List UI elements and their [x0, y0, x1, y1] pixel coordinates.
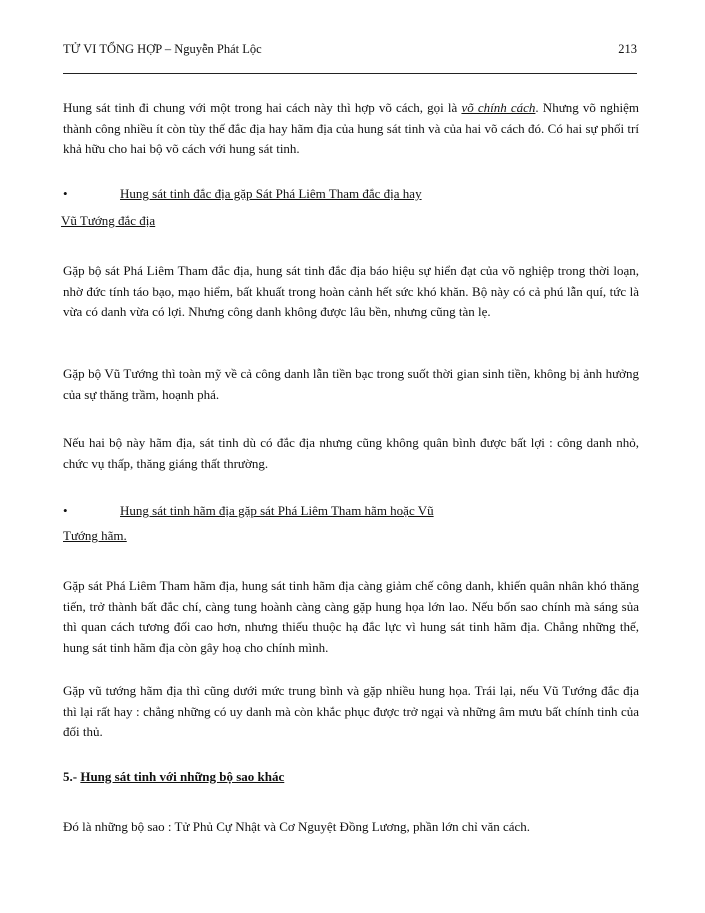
- bullet-heading-continued: Tướng hãm.: [63, 528, 127, 543]
- header-rule: [63, 73, 637, 74]
- page-header: [63, 42, 637, 57]
- paragraph: Gặp vũ tướng hãm địa thì cũng dưới mức trung bình và gặp nhiều hung họa. Trái lại, nếu Vũ Tướng đắc địa thì lại rất hay : chẳng những có uy danh mà còn khắc phục được trở ngại và những âm mưu bất chính tinh của đối thủ.: [63, 683, 639, 739]
- bullet-heading: Hung sát tinh hãm địa gặp sát Phá Liêm Tham hãm hoặc Vũ: [120, 503, 434, 518]
- bullet-marker: •: [63, 186, 68, 201]
- bullet-marker: •: [63, 503, 68, 518]
- intro-paragraph: Hung sát tinh đi chung với một trong hai cách này thì hợp võ cách, gọi là võ chính cách. Nhưng võ nghiệm thành công nhiều ít còn tùy thế đắc địa hay hãm địa của hung sát tinh và của hai võ cách đó. Có hai sự phối trí khả hữu cho hai bộ võ cách với hung sát tinh.: [63, 100, 639, 156]
- emphasized-term: võ chính cách: [461, 100, 536, 115]
- section-heading: 5.- Hung sát tinh với những bộ sao khác: [63, 769, 285, 784]
- header-title: TỬ VI TỔNG HỢP – Nguyễn Phát Lộc: [63, 42, 262, 56]
- paragraph: Đó là những bộ sao : Tử Phủ Cự Nhật và Cơ Nguyệt Đồng Lương, phần lớn chỉ văn cách.: [63, 819, 531, 834]
- page-number: 213: [618, 42, 637, 56]
- bullet-heading-continued: Vũ Tướng đắc địa: [61, 213, 156, 228]
- paragraph: Gặp sát Phá Liêm Tham hãm địa, hung sát tinh hãm địa càng giảm chế công danh, khiến quân nhân khó thăng tiến, trở thành bất đắc chí, càng tung hoành càng càng gặp hung họa lớn lao. Nếu bốn sao chính mà sáng sủa thì quan cách tương đối cao hơn, nhưng thiếu thuộc hạ đắc lực vì hung sát tinh hãm địa. Chẳng những thế, hung sát tinh hãm địa còn gây hoạ cho chính mình.: [63, 578, 639, 655]
- paragraph: Nếu hai bộ này hãm địa, sát tinh dù có đắc địa nhưng cũng không quân bình được bất lợi : công danh nhỏ, chức vụ thấp, thăng giáng thất thrường.: [63, 435, 639, 471]
- paragraph: Gặp bộ Vũ Tướng thì toàn mỹ về cả công danh lẫn tiền bạc trong suốt thời gian sinh tiền, không bị ảnh hưởng của sự thăng trầm, hoạnh phá.: [63, 366, 639, 402]
- bullet-heading: Hung sát tinh đắc địa gặp Sát Phá Liêm Tham đắc địa hay: [120, 186, 422, 201]
- paragraph: Gặp bộ sát Phá Liêm Tham đắc địa, hung sát tinh đắc địa báo hiệu sự hiển đạt của võ nghiệp trong thời loạn, nhờ đức tính táo bạo, mạo hiểm, bất khuất trong hoàn cảnh hết sức khó khăn. Bộ này có cả phú lẫn quí, tức là vừa có danh vừa có lợi. Nhưng công danh không được lâu bền, nhưng cũng tàn lẹ.: [63, 263, 639, 319]
- section-title: Hung sát tinh với những bộ sao khác: [80, 769, 285, 784]
